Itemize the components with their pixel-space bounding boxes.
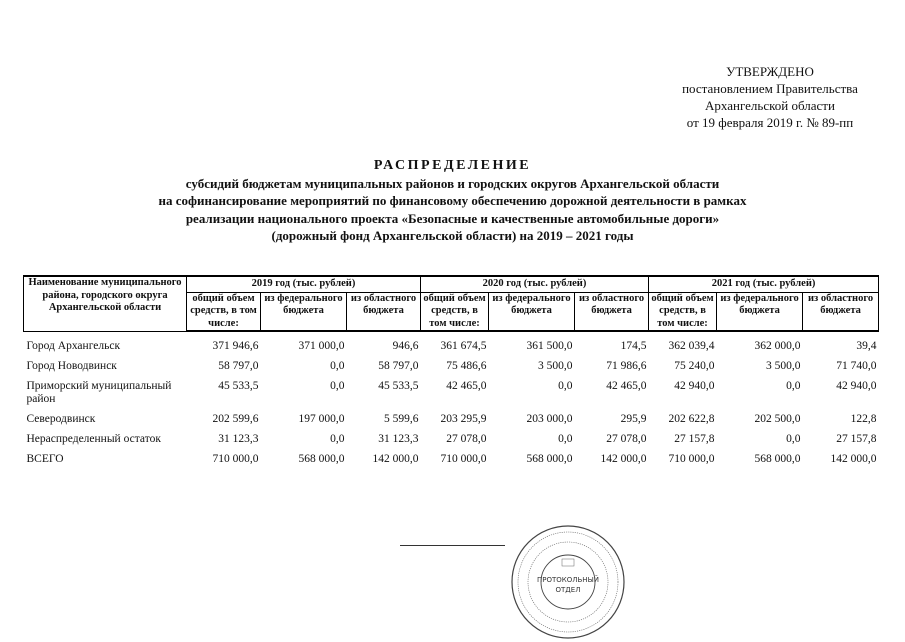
row-name: Город Архангельск xyxy=(26,339,121,352)
row-value: 568 000,0 xyxy=(526,453,573,465)
row-value: 5 599,6 xyxy=(384,413,419,425)
subheader-regional: из областного бюджета xyxy=(575,292,649,331)
row-value: 0,0 xyxy=(558,380,573,392)
row-value: 361 674,5 xyxy=(440,340,487,352)
row-value: 142 000,0 xyxy=(830,453,877,465)
row-value: 0,0 xyxy=(786,433,801,445)
row-value: 710 000,0 xyxy=(440,453,487,465)
subheader-federal: из федерального бюджета xyxy=(717,292,803,331)
row-value: 27 157,8 xyxy=(836,433,877,445)
row-value: 203 295,9 xyxy=(440,413,487,425)
title-line: реализации национального проекта «Безопасные и качественные автомобильные дороги» xyxy=(185,210,720,226)
row-value: 710 000,0 xyxy=(212,453,259,465)
approval-line: постановлением Правительства xyxy=(682,81,858,96)
table-row xyxy=(24,331,879,358)
row-value: 361 500,0 xyxy=(526,340,573,352)
row-value: 27 078,0 xyxy=(446,433,487,445)
row-value: 202 622,8 xyxy=(668,413,715,425)
row-value: 122,8 xyxy=(850,413,877,425)
subheader-total: общий объем средств, в том числе: xyxy=(649,292,717,331)
title-line: субсидий бюджетам муниципальных районов и городских округов Архангельской области xyxy=(185,175,720,191)
row-name: Приморский муниципальный район xyxy=(26,380,172,405)
table-row xyxy=(24,358,879,378)
row-value: 31 123,3 xyxy=(378,433,419,445)
row-value: 3 500,0 xyxy=(538,360,573,372)
year-header-2019: 2019 год (тыс. рублей) xyxy=(187,276,421,292)
row-value: 75 240,0 xyxy=(674,360,715,372)
row-value: 75 486,6 xyxy=(446,360,487,372)
row-value: 27 157,8 xyxy=(674,433,715,445)
row-value: 31 123,3 xyxy=(218,433,259,445)
row-value: 946,6 xyxy=(392,340,419,352)
subheader-regional: из областного бюджета xyxy=(347,292,421,331)
table-body xyxy=(24,331,879,471)
row-name: ВСЕГО xyxy=(26,453,64,465)
row-value: 0,0 xyxy=(330,433,345,445)
row-value: 362 000,0 xyxy=(754,340,801,352)
column-header-name: Наименование муниципального района, городского округа Архангельской области xyxy=(24,276,187,331)
row-value: 0,0 xyxy=(786,380,801,392)
row-value: 362 039,4 xyxy=(668,340,715,352)
approval-line: Архангельской области xyxy=(705,98,835,113)
subheader-regional: из областного бюджета xyxy=(803,292,879,331)
title-line: (дорожный фонд Архангельской области) на 2019 – 2021 годы xyxy=(271,228,634,243)
approval-date: от 19 февраля 2019 г. № 89-пп xyxy=(686,115,854,130)
table-row xyxy=(24,451,879,471)
row-value: 42 940,0 xyxy=(674,380,715,392)
distribution-table xyxy=(23,275,879,471)
row-name: Город Новодвинск xyxy=(26,360,117,372)
row-value: 371 000,0 xyxy=(298,340,345,352)
row-value: 197 000,0 xyxy=(298,413,345,425)
table-row xyxy=(24,411,879,431)
row-value: 142 000,0 xyxy=(600,453,647,465)
stamp-text: ПРОТОКОЛЬНЫЙ xyxy=(536,576,600,584)
row-value: 39,4 xyxy=(856,340,877,352)
table-row xyxy=(24,431,879,451)
official-stamp xyxy=(508,522,628,642)
subheader-federal: из федерального бюджета xyxy=(261,292,347,331)
row-value: 42 465,0 xyxy=(606,380,647,392)
subheader-federal: из федерального бюджета xyxy=(489,292,575,331)
row-value: 58 797,0 xyxy=(218,360,259,372)
row-name: Северодвинск xyxy=(26,413,96,425)
table-header-row xyxy=(24,276,879,292)
row-value: 45 533,5 xyxy=(218,380,259,392)
row-value: 203 000,0 xyxy=(526,413,573,425)
row-value: 71 986,6 xyxy=(606,360,647,372)
row-value: 27 078,0 xyxy=(606,433,647,445)
row-value: 42 940,0 xyxy=(836,380,877,392)
row-value: 0,0 xyxy=(330,360,345,372)
row-value: 568 000,0 xyxy=(754,453,801,465)
row-value: 0,0 xyxy=(558,433,573,445)
year-header-2020: 2020 год (тыс. рублей) xyxy=(421,276,649,292)
row-value: 42 465,0 xyxy=(446,380,487,392)
row-value: 174,5 xyxy=(620,340,647,352)
approval-block xyxy=(640,63,900,131)
stamp-text: ОТДЕЛ xyxy=(555,586,581,594)
title-line: на софинансирование мероприятий по финансовому обеспечению дорожной деятельности в рамках xyxy=(158,193,747,208)
table-row xyxy=(24,378,879,411)
row-name: Нераспределенный остаток xyxy=(26,433,161,445)
subheader-total: общий объем средств, в том числе: xyxy=(421,292,489,331)
title-heading: РАСПРЕДЕЛЕНИЕ xyxy=(373,158,532,173)
year-header-2021: 2021 год (тыс. рублей) xyxy=(649,276,879,292)
row-value: 568 000,0 xyxy=(298,453,345,465)
approval-title: УТВЕРЖДЕНО xyxy=(726,64,814,79)
document-title xyxy=(0,157,905,245)
row-value: 3 500,0 xyxy=(766,360,801,372)
row-value: 295,9 xyxy=(620,413,647,425)
row-value: 142 000,0 xyxy=(372,453,419,465)
row-value: 710 000,0 xyxy=(668,453,715,465)
row-value: 371 946,6 xyxy=(212,340,259,352)
subheader-total: общий объем средств, в том числе: xyxy=(187,292,261,331)
signature-line xyxy=(400,545,505,546)
row-value: 58 797,0 xyxy=(378,360,419,372)
row-value: 45 533,5 xyxy=(378,380,419,392)
row-value: 202 599,6 xyxy=(212,413,259,425)
row-value: 71 740,0 xyxy=(836,360,877,372)
row-value: 0,0 xyxy=(330,380,345,392)
row-value: 202 500,0 xyxy=(754,413,801,425)
